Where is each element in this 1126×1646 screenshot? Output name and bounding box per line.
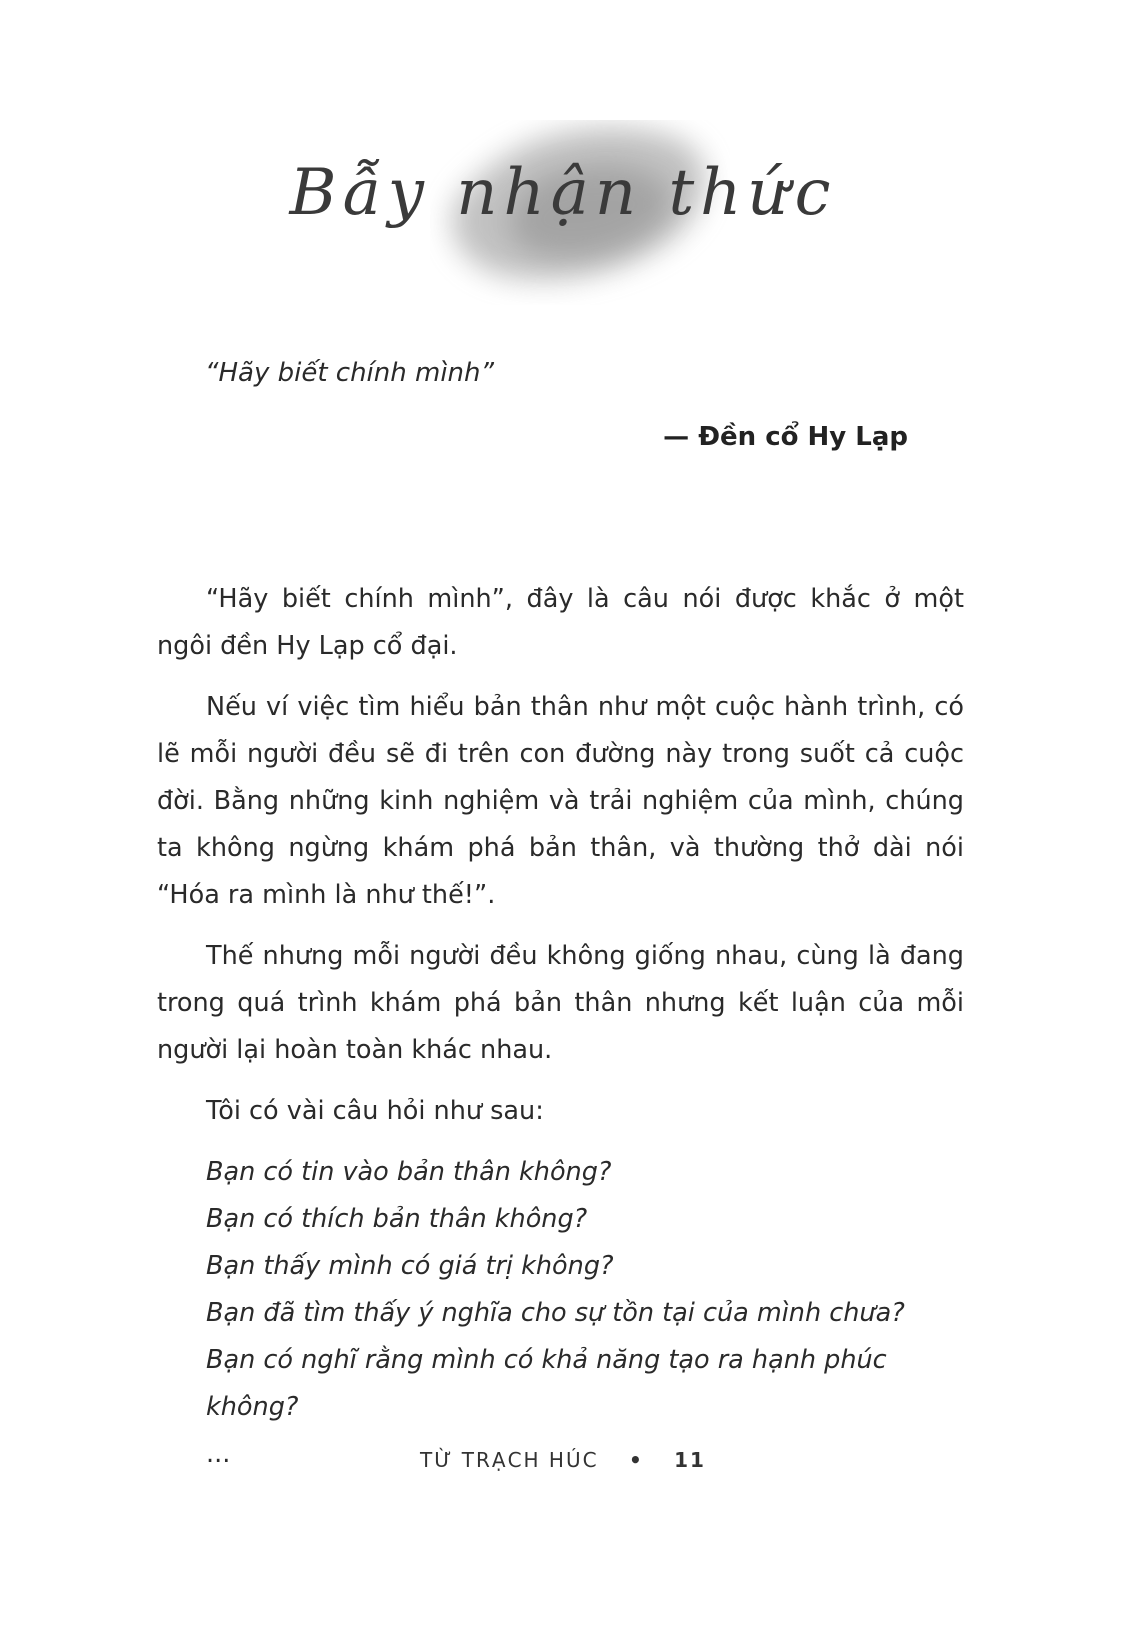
paragraph: “Hãy biết chính mình”, đây là câu nói được khắc ở một ngôi đền Hy Lạp cổ đại. (157, 584, 964, 661)
page-number: 11 (674, 1448, 706, 1472)
paragraph: Nếu ví việc tìm hiểu bản thân như một cuộc hành trình, có lẽ mỗi người đều sẽ đi trên con đường này trong suốt cả cuộc đời. Bằng những kinh nghiệm và trải nghiệm của mình, chúng ta không ngừng khám phá bản thân, và thường thở dài nói “Hóa ra mình là như thế!”. (157, 692, 964, 910)
epigraph-quote: “Hãy biết chính mình” (205, 358, 494, 388)
running-head-author: TỪ TRẠCH HÚC (420, 1448, 599, 1472)
question-item: Bạn có nghĩ rằng mình có khả năng tạo ra hạnh phúc không? (206, 1345, 887, 1422)
epigraph-source: — Đền cổ Hy Lạp (663, 422, 908, 452)
question-list (157, 1149, 964, 1478)
ellipsis: ... (206, 1439, 231, 1469)
footer-separator: • (628, 1448, 644, 1472)
paragraph: Thế nhưng mỗi người đều không giống nhau, cùng là đang trong quá trình khám phá bản thân nhưng kết luận của mỗi người lại hoàn toàn khác nhau. (157, 941, 964, 1065)
paragraph: Tôi có vài câu hỏi như sau: (206, 1096, 544, 1126)
chapter-body (157, 576, 964, 1478)
chapter-header (0, 0, 1126, 330)
question-item: Bạn có tin vào bản thân không? (206, 1157, 612, 1187)
page-footer (0, 1448, 1126, 1472)
chapter-title: Bẫy nhận thức (289, 156, 837, 230)
question-item: Bạn đã tìm thấy ý nghĩa cho sự tồn tại của mình chưa? (206, 1298, 905, 1328)
question-item: Bạn thấy mình có giá trị không? (206, 1251, 614, 1281)
question-item: Bạn có thích bản thân không? (206, 1204, 588, 1234)
